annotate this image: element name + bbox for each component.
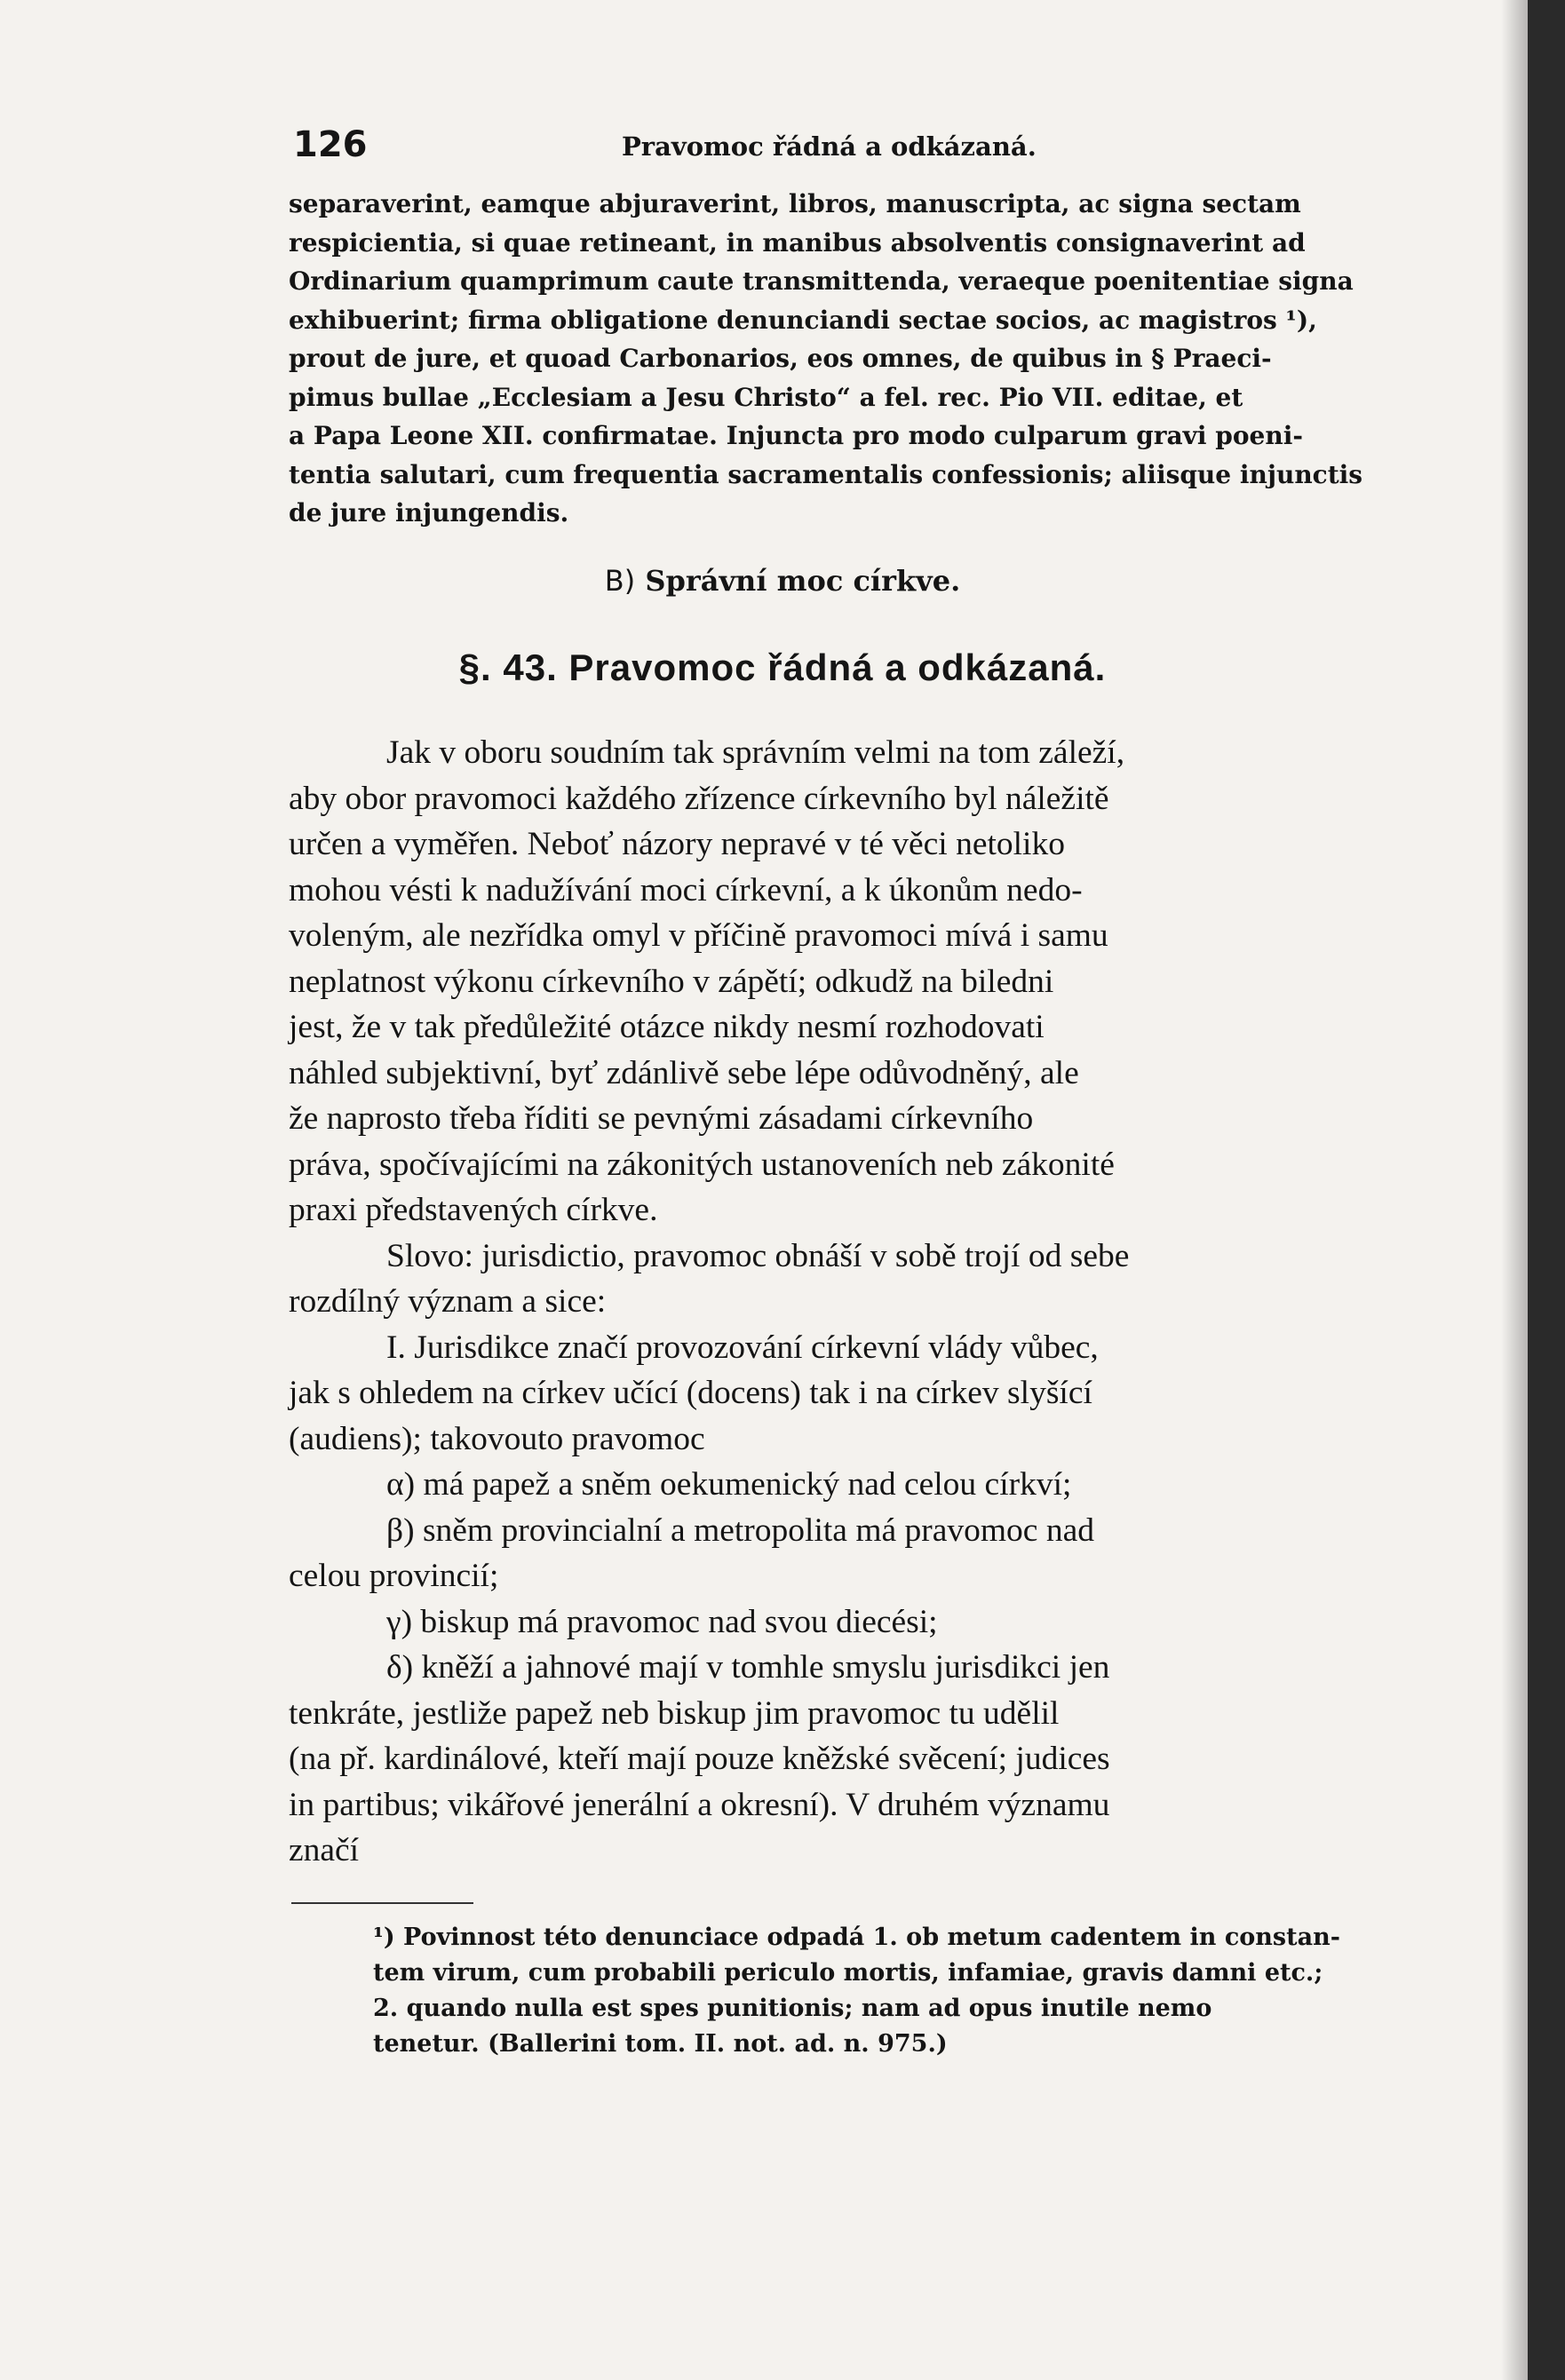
body-line: aby obor pravomoci každého zřízence církevního byl náležitě — [289, 780, 1109, 817]
body-line: náhled subjektivní, byť zdánlivě sebe lépe odůvodněný, ale — [289, 1054, 1079, 1091]
body-line: jest, že v tak předůležité otázce nikdy nesmí rozhodovati — [289, 1009, 1045, 1045]
footnote-line: tem virum, cum probabili periculo mortis, infamiae, gravis damni etc.; — [373, 1959, 1323, 1987]
body-line: značí — [289, 1832, 360, 1868]
body-line: práva, spočívajícími na zákonitých ustanoveních neb zákonité — [289, 1146, 1115, 1183]
body-line: I. Jurisdikce značí provozování církevní vlády vůbec, — [386, 1329, 1099, 1366]
body-line: δ) kněží a jahnové mají v tomhle smyslu jurisdikci jen — [386, 1649, 1110, 1686]
latin-paragraph — [289, 185, 1363, 533]
body-line: rozdílný význam a sice: — [289, 1283, 607, 1320]
body-line: určen a vyměřen. Neboť názory nepravé v té věci netoliko — [289, 826, 1065, 862]
footnote-line: tenetur. (Ballerini tom. II. not. ad. n. 975.) — [373, 2030, 948, 2058]
page-edge-shadow — [1501, 0, 1528, 2380]
footnote-line: 2. quando nulla est spes punitionis; nam ad opus inutile nemo — [373, 1995, 1212, 2022]
body-line: celou provincií; — [289, 1558, 499, 1594]
running-title: Pravomoc řádná a odkázaná. — [622, 131, 1037, 162]
body-line: neplatnost výkonu církevního v zápětí; odkudž na biledni — [289, 963, 1054, 1000]
latin-line: tentia salutari, cum frequentia sacramentalis confessionis; aliisque injunctis — [289, 459, 1363, 489]
body-line: Jak v oboru soudním tak správním velmi na tom záleží, — [386, 734, 1125, 771]
section-label-text: Správní moc církve. — [645, 564, 961, 598]
latin-line: pimus bullae „Ecclesiam a Jesu Christo“ a fel. rec. Pio VII. editae, et — [289, 382, 1243, 412]
section-heading: §. 43. Pravomoc řádná a odkázaná. — [458, 647, 1107, 688]
body-line: praxi představených církve. — [289, 1192, 658, 1228]
latin-line: Ordinarium quamprimum caute transmittenda, veraeque poenitentiae signa — [289, 266, 1354, 296]
section-label — [0, 564, 1565, 598]
latin-line: separaverint, eamque abjuraverint, libros, manuscripta, ac signa sectam — [289, 189, 1301, 218]
latin-line: respicientia, si quae retineant, in manibus absolventis consignaverint ad — [289, 227, 1306, 258]
body-text — [289, 730, 1354, 1874]
body-line: α) má papež a sněm oekumenický nad celou církví; — [386, 1466, 1072, 1503]
body-line: β) sněm provincialní a metropolita má pravomoc nad — [386, 1511, 1094, 1549]
latin-line: exhibuerint; firma obligatione denunciandi sectae socios, ac magistros ¹), — [289, 305, 1317, 335]
body-line: že naprosto třeba říditi se pevnými zásadami církevního — [289, 1100, 1034, 1137]
body-line: tenkráte, jestliže papež neb biskup jim pravomoc tu udělil — [289, 1694, 1060, 1732]
body-line: γ) biskup má pravomoc nad svou diecési; — [386, 1603, 938, 1640]
page-number: 126 — [293, 124, 368, 165]
latin-line: de jure injungendis. — [289, 498, 569, 528]
section-letter: B) — [604, 564, 636, 598]
scan-border — [1528, 0, 1565, 2380]
latin-line: a Papa Leone XII. confirmatae. Injuncta pro modo culparum gravi poeni- — [289, 421, 1303, 450]
body-line: (na př. kardinálové, kteří mají pouze kněžské svěcení; judices — [289, 1741, 1110, 1777]
body-line: mohou vésti k nadužívání moci církevní, a k úkonům nedo- — [289, 871, 1083, 908]
latin-line: prout de jure, et quoad Carbonarios, eos omnes, de quibus in § Praeci- — [289, 344, 1272, 373]
body-line: (audiens); takovouto pravomoc — [289, 1420, 705, 1457]
body-line: in partibus; vikářové jenerální a okresní). V druhém významu — [289, 1786, 1110, 1823]
footnote — [373, 1920, 1359, 2062]
body-line: Slovo: jurisdictio, pravomoc obnáší v sobě trojí od sebe — [386, 1237, 1130, 1274]
body-line: jak s ohledem na církev učící (docens) tak i na církev slyšící — [289, 1375, 1092, 1411]
page-header — [293, 124, 1341, 178]
footnote-line: ¹) Povinnost této denunciace odpadá 1. ob metum cadentem in constan- — [373, 1924, 1340, 1951]
footnote-rule — [291, 1902, 473, 1904]
body-line: voleným, ale nezřídka omyl v příčině pravomoci mívá i samu — [289, 917, 1108, 954]
